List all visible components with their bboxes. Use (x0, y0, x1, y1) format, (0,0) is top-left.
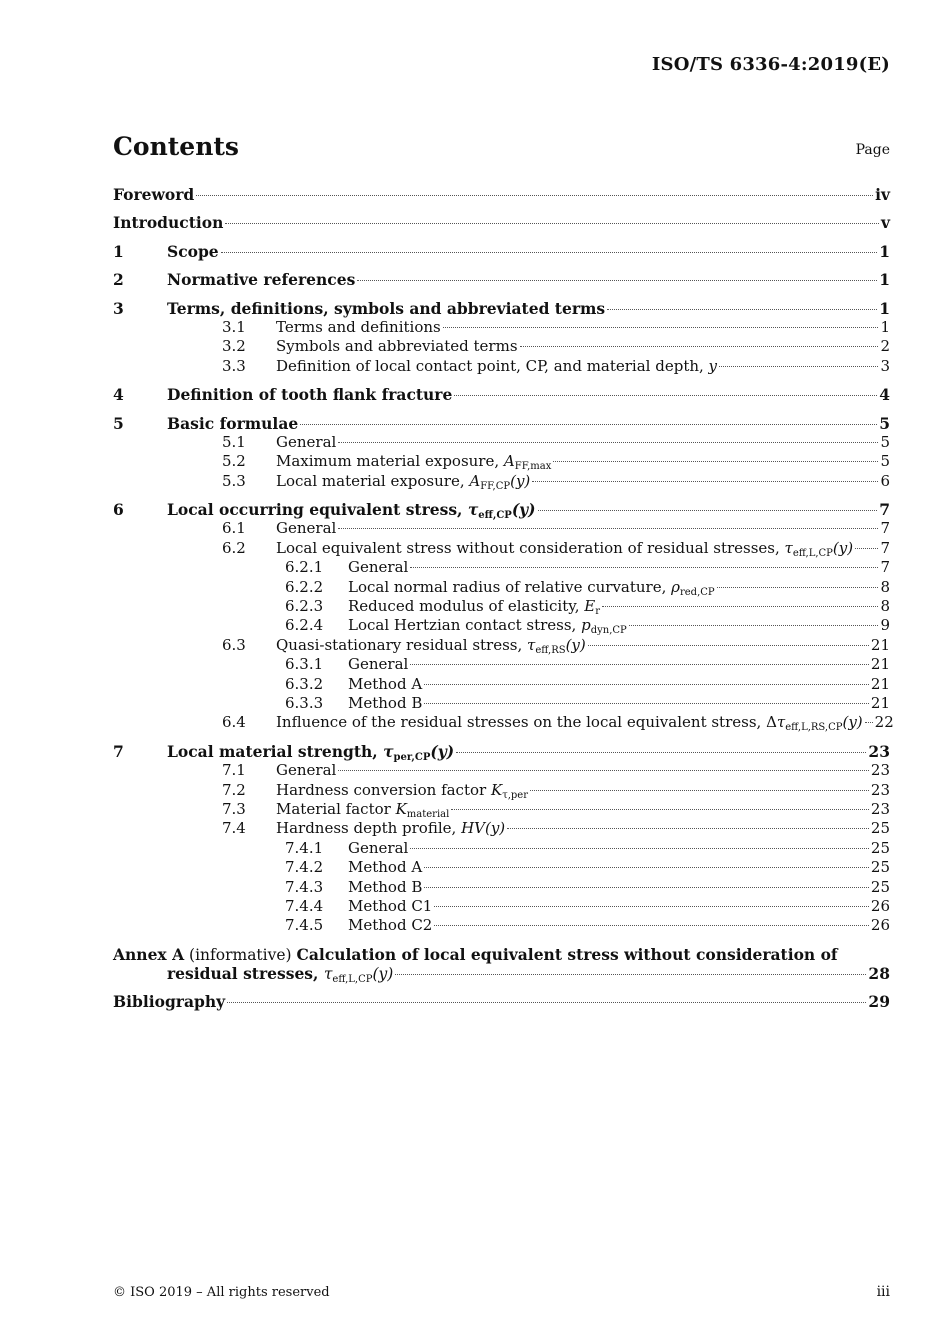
toc-entry-6-2[interactable] (113, 539, 890, 558)
toc-page: 7 (880, 519, 890, 538)
toc-heading: Contents (113, 132, 240, 161)
dot-leader (538, 510, 878, 511)
toc-number: 6.3 (222, 635, 246, 654)
toc-page: 6 (880, 471, 890, 490)
toc-entry-7-4-3[interactable] (113, 878, 890, 897)
toc-title: Reduced modulus of elasticity, $E_r$ (348, 597, 600, 618)
toc-title: Method B (348, 877, 423, 896)
toc-title: Terms, definitions, symbols and abbreviated terms (167, 298, 606, 318)
toc-number: 7.4.1 (285, 838, 324, 857)
toc-title: Hardness conversion factor $K_{\tau,per}$ (276, 780, 528, 801)
toc-number: 7.4.3 (285, 877, 324, 896)
toc-number: 7.3 (222, 799, 246, 818)
toc-entry-6-3-3[interactable] (113, 694, 890, 713)
toc-entry-6-2-3[interactable] (113, 597, 890, 616)
toc-entry-2[interactable] (113, 270, 890, 289)
toc-entry-5-3[interactable] (113, 472, 890, 491)
annex-a-line-1: Annex A (informative) Calculation of local equivalent stress without consideration of (113, 944, 838, 964)
toc-entry-3-2[interactable] (113, 337, 890, 356)
toc-page: 25 (870, 877, 890, 896)
toc-number: 3.2 (222, 337, 246, 356)
toc-number: 5.2 (222, 452, 246, 471)
toc-number: 6.2.3 (285, 597, 324, 616)
toc-page: 22 (874, 713, 894, 732)
toc-title: Symbols and abbreviated terms (276, 337, 518, 356)
toc-number: 6.3.2 (285, 674, 324, 693)
toc-number: 6.2.2 (285, 577, 324, 596)
toc-entry-6-2-4[interactable] (113, 616, 890, 635)
toc-entry-6[interactable] (113, 500, 890, 522)
toc-title: Introduction (113, 213, 224, 233)
dot-leader (196, 195, 873, 196)
toc-page: 7 (880, 538, 890, 557)
toc-entry-6-1[interactable] (113, 519, 890, 538)
toc-number: 7.4.5 (285, 916, 324, 935)
toc-page: 1 (879, 298, 890, 318)
toc-number: 3.3 (222, 356, 246, 375)
dot-leader (530, 790, 869, 791)
dot-leader (454, 395, 877, 396)
dot-leader (520, 346, 879, 347)
dot-leader (410, 567, 878, 568)
dot-leader (424, 684, 869, 685)
dot-leader (443, 327, 879, 328)
dot-leader (338, 770, 869, 771)
toc-page: 23 (870, 761, 890, 780)
toc-page: 7 (880, 558, 890, 577)
toc-page: 28 (868, 964, 890, 984)
dot-leader (553, 461, 878, 462)
toc-entry-5[interactable] (113, 414, 890, 433)
toc-title: Method C2 (348, 916, 433, 935)
toc-entry-3-1[interactable] (113, 318, 890, 337)
toc-title: Terms and definitions (276, 317, 441, 336)
dot-leader (410, 664, 869, 665)
toc-title: Quasi-stationary residual stress, $\tau_{eff,RS}(y)$ (276, 635, 586, 656)
toc-page: 8 (880, 597, 890, 616)
toc-title: General (348, 558, 409, 577)
toc-entry-6-3-1[interactable] (113, 655, 890, 674)
toc-number: 6.3.1 (285, 655, 324, 674)
toc-title: Scope (167, 241, 219, 261)
toc-title: Method A (348, 858, 423, 877)
page-column-label: Page (855, 142, 890, 158)
dot-leader (227, 1002, 866, 1003)
toc-title: General (348, 838, 409, 857)
toc-entry-7-4-5[interactable] (113, 916, 890, 935)
toc-title: Local material strength, $\tau_{per,CP}(y)$ (167, 741, 455, 763)
toc-entry-1[interactable] (113, 242, 890, 261)
dot-leader (300, 424, 877, 425)
toc-page: 5 (880, 432, 890, 451)
toc-number: 5 (113, 413, 124, 433)
toc-title: Bibliography (113, 992, 226, 1012)
toc-entry-foreword[interactable] (113, 185, 890, 204)
toc-page: 7 (879, 500, 890, 520)
toc-number: 7.1 (222, 761, 246, 780)
dot-leader (434, 925, 869, 926)
dot-leader (607, 309, 877, 310)
toc-number: 5.3 (222, 471, 246, 490)
toc-entry-7-1[interactable] (113, 761, 890, 780)
toc-title: Local Hertzian contact stress, $p_{dyn,CP}$ (348, 616, 627, 637)
dot-leader (451, 809, 869, 810)
toc-entry-6-3-2[interactable] (113, 675, 890, 694)
toc-title: Maximum material exposure, $A_{FF,max}$ (276, 452, 552, 473)
dot-leader (629, 625, 879, 626)
toc-number: 6 (113, 500, 124, 520)
toc-title: General (276, 519, 337, 538)
toc-page: 5 (879, 413, 890, 433)
toc-entry-annex-a[interactable] (113, 945, 890, 984)
toc-entry-7-4-2[interactable] (113, 858, 890, 877)
toc-page: 25 (870, 838, 890, 857)
toc-title: Definition of tooth flank fracture (167, 385, 453, 405)
dot-leader (357, 280, 877, 281)
toc-page: 21 (870, 635, 890, 654)
dot-leader (225, 223, 879, 224)
toc-entry-introduction[interactable] (113, 213, 890, 232)
toc-number: 3.1 (222, 317, 246, 336)
toc-title: Local occurring equivalent stress, $\tau_{eff,CP}(y)$ (167, 500, 536, 522)
toc-entry-6-2-1[interactable] (113, 558, 890, 577)
dot-leader (338, 528, 878, 529)
dot-leader (424, 887, 869, 888)
table-of-contents (113, 185, 894, 1012)
toc-page: 1 (879, 241, 890, 261)
toc-page: v (880, 213, 890, 233)
toc-number: 3 (113, 298, 124, 318)
dot-leader (865, 722, 873, 723)
document-id: ISO/TS 6336-4:2019(E) (651, 54, 890, 75)
toc-title: General (348, 655, 409, 674)
toc-title: Local equivalent stress without consideration of residual stresses, $\tau_{eff,L,CP}(y)$ (276, 538, 854, 559)
toc-page: 25 (870, 858, 890, 877)
toc-entry-7-2[interactable] (113, 781, 890, 800)
dot-leader (588, 645, 869, 646)
toc-title: General (276, 761, 337, 780)
toc-page: 29 (868, 992, 890, 1012)
toc-page: 1 (879, 270, 890, 290)
dot-leader (532, 481, 878, 482)
dot-leader (338, 442, 878, 443)
toc-title: Basic formulae (167, 413, 299, 433)
toc-entry-7-4-1[interactable] (113, 839, 890, 858)
dot-leader (717, 587, 879, 588)
toc-page: 21 (870, 655, 890, 674)
toc-entry-5-1[interactable] (113, 433, 890, 452)
toc-number: 6.1 (222, 519, 246, 538)
toc-number: 4 (113, 385, 124, 405)
toc-entry-6-2-2[interactable] (113, 578, 890, 597)
toc-entry-6-4[interactable] (113, 713, 894, 734)
dot-leader (424, 867, 869, 868)
toc-page: 5 (880, 452, 890, 471)
toc-title: Method C1 (348, 896, 433, 915)
dot-leader (456, 752, 866, 753)
toc-number: 7.4.2 (285, 858, 324, 877)
toc-number: 6.3.3 (285, 693, 324, 712)
toc-page: 25 (870, 819, 890, 838)
toc-title: Hardness depth profile, HV(y) (276, 819, 506, 838)
toc-title: Normative references (167, 270, 356, 290)
dot-leader (424, 703, 869, 704)
toc-number: 6.2.1 (285, 558, 324, 577)
toc-entry-7-4[interactable] (113, 819, 890, 838)
toc-page: 4 (879, 385, 890, 405)
toc-page: 26 (870, 896, 890, 915)
toc-page: 23 (870, 799, 890, 818)
toc-number: 6.2 (222, 538, 246, 557)
toc-page: 21 (870, 674, 890, 693)
toc-number: 7.4.4 (285, 896, 324, 915)
toc-entry-7-3[interactable] (113, 800, 890, 819)
toc-page: 23 (868, 741, 890, 761)
toc-title: Local material exposure, $A_{FF,CP}(y)$ (276, 471, 531, 492)
toc-page: 23 (870, 780, 890, 799)
toc-page: 1 (880, 317, 890, 336)
toc-page: 21 (870, 693, 890, 712)
toc-title: Influence of the residual stresses on the local equivalent stress, $\Delta\tau_{eff,L,RS,CP}(y)$ (276, 713, 863, 734)
page-number: iii (876, 1284, 890, 1300)
toc-title: Method B (348, 693, 423, 712)
toc-number: 2 (113, 270, 124, 290)
dot-leader (855, 548, 878, 549)
dot-leader (221, 252, 878, 253)
toc-number: 7.2 (222, 780, 246, 799)
toc-entry-7-4-4[interactable] (113, 897, 890, 916)
toc-number: 5.1 (222, 432, 246, 451)
toc-entry-4[interactable] (113, 385, 890, 404)
toc-number: 6.2.4 (285, 616, 324, 635)
toc-page: 2 (880, 337, 890, 356)
toc-page: 3 (880, 356, 890, 375)
toc-page: iv (875, 185, 890, 204)
annex-a-line-2 (113, 964, 890, 986)
dot-leader (507, 828, 869, 829)
toc-number: 7 (113, 741, 124, 761)
dot-leader (719, 366, 878, 367)
toc-entry-bibliography[interactable] (113, 992, 890, 1011)
toc-title: Foreword (113, 185, 195, 204)
dot-leader (410, 848, 869, 849)
toc-number: 6.4 (222, 713, 246, 732)
toc-number: 7.4 (222, 819, 246, 838)
toc-entry-6-3[interactable] (113, 636, 890, 655)
copyright-notice: © ISO 2019 – All rights reserved (113, 1285, 330, 1300)
toc-entry-3[interactable] (113, 299, 890, 318)
toc-title: Method A (348, 674, 423, 693)
toc-entry-5-2[interactable] (113, 452, 890, 471)
toc-entry-3-3[interactable] (113, 357, 890, 376)
toc-page: 8 (880, 577, 890, 596)
toc-page: 26 (870, 916, 890, 935)
toc-title: Local normal radius of relative curvature, $\rho_{red,CP}$ (348, 577, 715, 598)
toc-number: 1 (113, 241, 124, 261)
toc-title: residual stresses, $\tau_{eff,L,CP}(y)$ (167, 964, 394, 986)
dot-leader (602, 606, 878, 607)
toc-title: Definition of local contact point, CP, and material depth, y (276, 356, 718, 375)
dot-leader (395, 974, 866, 975)
toc-title: Material factor $K_{material}$ (276, 799, 450, 820)
dot-leader (434, 906, 869, 907)
toc-entry-7[interactable] (113, 742, 890, 761)
toc-title: General (276, 432, 337, 451)
toc-page: 9 (880, 616, 890, 635)
